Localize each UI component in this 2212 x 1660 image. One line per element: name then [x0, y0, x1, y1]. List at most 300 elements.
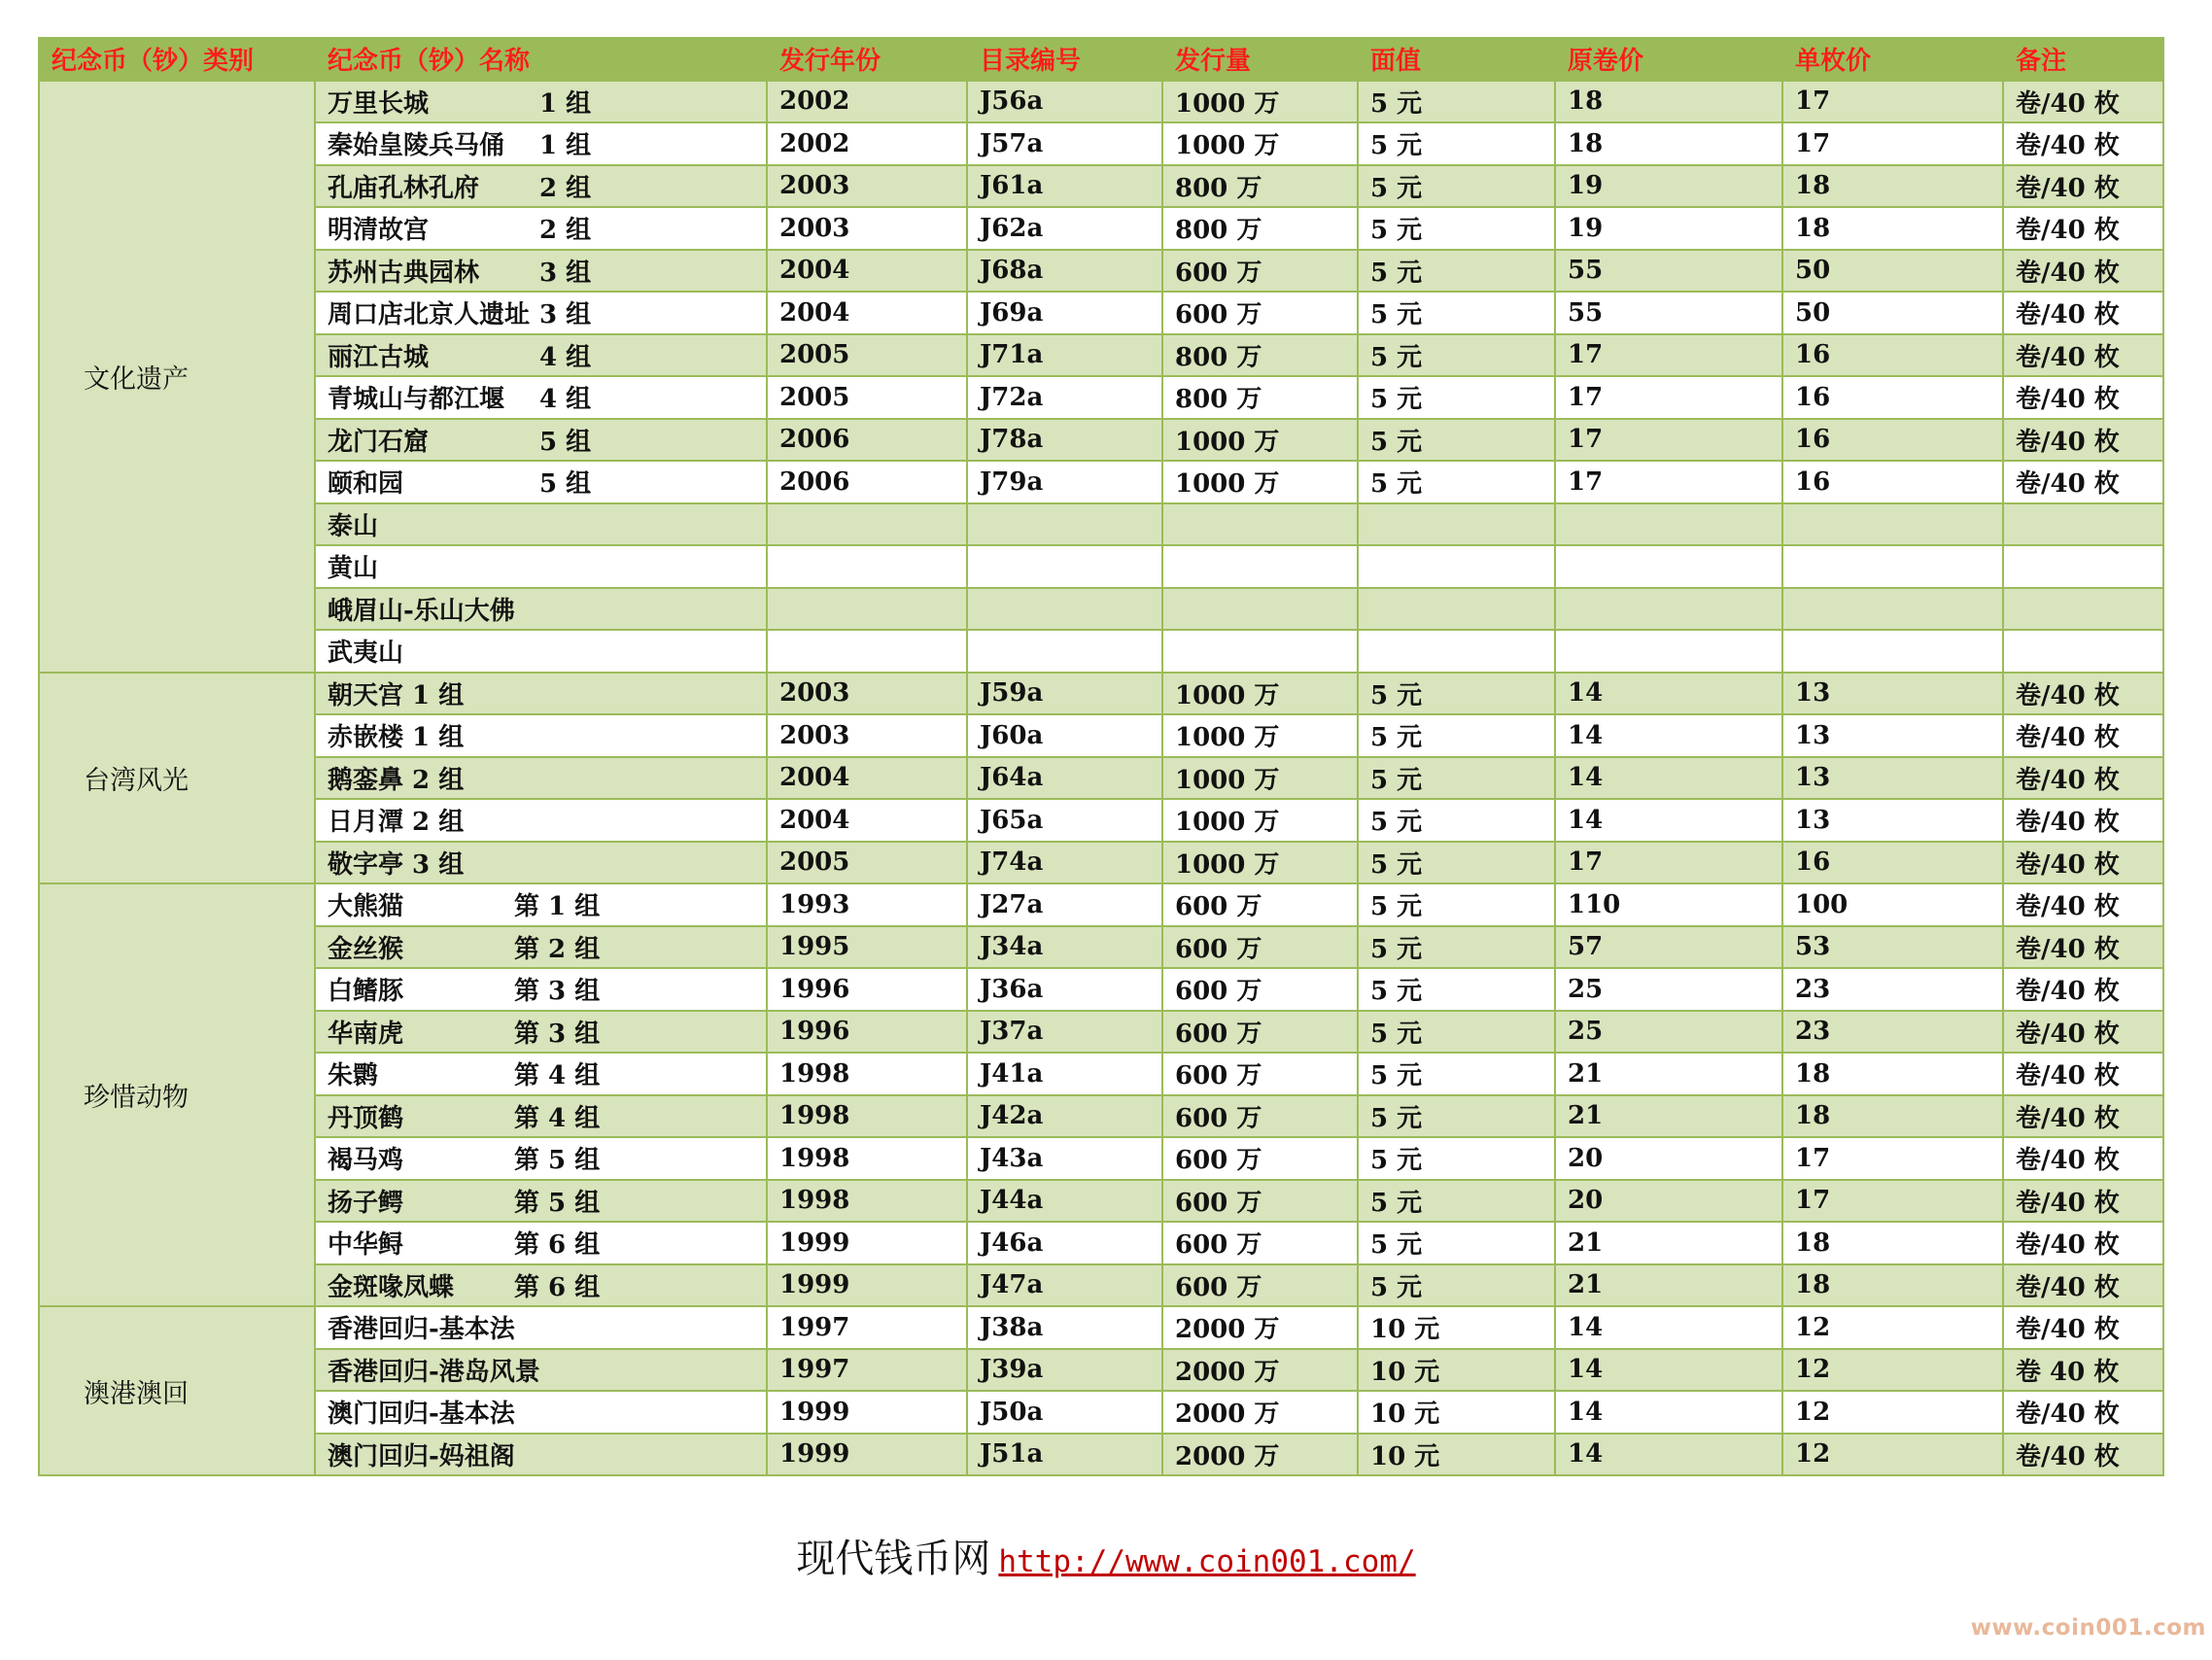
cell-face-value: 5 元 — [1358, 376, 1555, 419]
cell-quantity: 600 万 — [1162, 1264, 1358, 1307]
cell-face-value: 5 元 — [1358, 334, 1555, 377]
cell-year: 1997 — [767, 1349, 967, 1392]
cell-note: 卷/40 枚 — [2003, 926, 2163, 969]
coin-name: 明清故宫 — [328, 216, 430, 246]
cell-year — [767, 630, 967, 673]
coin-group: 3 组 — [539, 258, 592, 288]
category-cell: 珍惜动物 — [39, 883, 315, 1306]
table-body — [39, 81, 2163, 1476]
coin-name: 中华鲟 — [328, 1230, 404, 1261]
cell-quantity: 600 万 — [1162, 1222, 1358, 1264]
coin-name: 朝天宫 1 组 — [328, 680, 465, 710]
footer-url-link[interactable]: http://www.coin001.com/ — [998, 1544, 1416, 1579]
header-name: 纪念币（钞）名称 — [315, 38, 767, 81]
cell-quantity: 600 万 — [1162, 926, 1358, 969]
cell-name — [315, 250, 767, 293]
coin-group: 第 6 组 — [514, 1272, 601, 1302]
cell-roll-price: 21 — [1555, 1264, 1782, 1307]
cell-single-price: 18 — [1782, 1095, 2003, 1138]
cell-name — [315, 757, 767, 800]
cell-year: 1993 — [767, 883, 967, 926]
cell-note: 卷/40 枚 — [2003, 1434, 2163, 1476]
table-row — [39, 503, 2163, 546]
table-row — [39, 292, 2163, 334]
cell-face-value — [1358, 503, 1555, 546]
cell-year — [767, 503, 967, 546]
coin-name: 周口店北京人遗址 — [328, 300, 531, 330]
category-cell: 台湾风光 — [39, 673, 315, 884]
cell-roll-price: 25 — [1555, 1011, 1782, 1054]
coin-name: 丽江古城 — [328, 342, 430, 372]
cell-year: 2004 — [767, 799, 967, 842]
coin-name: 秦始皇陵兵马俑 — [328, 131, 505, 161]
table-row — [39, 1095, 2163, 1138]
cell-face-value: 5 元 — [1358, 799, 1555, 842]
cell-year: 1996 — [767, 1011, 967, 1054]
coin-group: 5 组 — [539, 427, 592, 457]
cell-single-price — [1782, 503, 2003, 546]
coin-name: 澳门回归-妈祖阁 — [328, 1441, 515, 1471]
coin-name: 日月潭 2 组 — [328, 808, 465, 838]
cell-quantity: 1000 万 — [1162, 461, 1358, 503]
cell-name — [315, 334, 767, 377]
cell-year: 1998 — [767, 1137, 967, 1180]
coin-name: 峨眉山-乐山大佛 — [328, 596, 515, 626]
cell-catalog-code: J60a — [967, 714, 1162, 757]
cell-single-price: 12 — [1782, 1391, 2003, 1434]
cell-year: 2005 — [767, 842, 967, 884]
cell-roll-price: 25 — [1555, 968, 1782, 1011]
cell-face-value: 10 元 — [1358, 1391, 1555, 1434]
cell-year: 1999 — [767, 1391, 967, 1434]
cell-name — [315, 1180, 767, 1223]
cell-note: 卷/40 枚 — [2003, 81, 2163, 123]
cell-note: 卷/40 枚 — [2003, 968, 2163, 1011]
table-row — [39, 1222, 2163, 1264]
cell-note: 卷/40 枚 — [2003, 1095, 2163, 1138]
table-row — [39, 1011, 2163, 1054]
cell-roll-price: 14 — [1555, 1349, 1782, 1392]
cell-note: 卷/40 枚 — [2003, 376, 2163, 419]
cell-name — [315, 926, 767, 969]
coin-group: 第 3 组 — [514, 1019, 601, 1049]
cell-quantity: 2000 万 — [1162, 1349, 1358, 1392]
cell-face-value: 5 元 — [1358, 207, 1555, 250]
cell-note: 卷/40 枚 — [2003, 1011, 2163, 1054]
cell-quantity: 800 万 — [1162, 165, 1358, 208]
cell-year: 2005 — [767, 334, 967, 377]
cell-name — [315, 376, 767, 419]
table-row — [39, 376, 2163, 419]
cell-name — [315, 81, 767, 123]
coin-group: 第 2 组 — [514, 934, 601, 964]
cell-note: 卷/40 枚 — [2003, 1180, 2163, 1223]
cell-quantity: 1000 万 — [1162, 81, 1358, 123]
cell-year: 2003 — [767, 714, 967, 757]
cell-catalog-code: J38a — [967, 1306, 1162, 1349]
cell-name — [315, 165, 767, 208]
cell-catalog-code: J78a — [967, 419, 1162, 462]
cell-quantity: 1000 万 — [1162, 673, 1358, 715]
cell-single-price: 18 — [1782, 1053, 2003, 1095]
cell-catalog-code: J34a — [967, 926, 1162, 969]
coin-name: 大熊猫 — [328, 892, 404, 922]
cell-face-value: 5 元 — [1358, 81, 1555, 123]
header-quantity: 发行量 — [1162, 38, 1358, 81]
cell-note: 卷/40 枚 — [2003, 757, 2163, 800]
cell-quantity: 1000 万 — [1162, 799, 1358, 842]
cell-face-value: 5 元 — [1358, 757, 1555, 800]
cell-name — [315, 1222, 767, 1264]
cell-quantity: 600 万 — [1162, 1011, 1358, 1054]
coin-name: 苏州古典园林 — [328, 258, 480, 288]
cell-note: 卷/40 枚 — [2003, 714, 2163, 757]
table-row — [39, 1264, 2163, 1307]
cell-quantity: 600 万 — [1162, 250, 1358, 293]
header-row — [39, 38, 2163, 81]
cell-roll-price: 17 — [1555, 334, 1782, 377]
footer-site-name: 现代钱币网 — [796, 1537, 991, 1581]
cell-name — [315, 1434, 767, 1476]
cell-catalog-code: J56a — [967, 81, 1162, 123]
coin-name: 香港回归-港岛风景 — [328, 1357, 540, 1387]
cell-catalog-code — [967, 503, 1162, 546]
cell-name — [315, 1349, 767, 1392]
cell-name — [315, 842, 767, 884]
cell-face-value: 5 元 — [1358, 673, 1555, 715]
cell-year: 1996 — [767, 968, 967, 1011]
cell-roll-price: 57 — [1555, 926, 1782, 969]
coin-group: 3 组 — [539, 300, 592, 330]
cell-name — [315, 1053, 767, 1095]
cell-face-value: 5 元 — [1358, 292, 1555, 334]
coin-name: 澳门回归-基本法 — [328, 1400, 515, 1430]
cell-catalog-code: J61a — [967, 165, 1162, 208]
cell-note: 卷/40 枚 — [2003, 799, 2163, 842]
cell-year: 1995 — [767, 926, 967, 969]
coin-name: 黄山 — [328, 554, 379, 584]
cell-catalog-code: J42a — [967, 1095, 1162, 1138]
cell-single-price: 16 — [1782, 842, 2003, 884]
cell-roll-price: 14 — [1555, 714, 1782, 757]
cell-single-price: 23 — [1782, 968, 2003, 1011]
table-row — [39, 842, 2163, 884]
cell-quantity: 600 万 — [1162, 1095, 1358, 1138]
cell-name — [315, 292, 767, 334]
coin-group: 第 4 组 — [514, 1061, 601, 1091]
cell-roll-price: 14 — [1555, 1391, 1782, 1434]
cell-roll-price — [1555, 545, 1782, 588]
cell-note — [2003, 630, 2163, 673]
table-row — [39, 334, 2163, 377]
cell-single-price: 17 — [1782, 81, 2003, 123]
cell-note: 卷/40 枚 — [2003, 292, 2163, 334]
cell-year: 2006 — [767, 461, 967, 503]
coin-name: 鹅銮鼻 2 组 — [328, 765, 465, 795]
cell-face-value: 5 元 — [1358, 1180, 1555, 1223]
cell-single-price: 50 — [1782, 292, 2003, 334]
coin-group: 1 组 — [539, 131, 592, 161]
cell-quantity: 600 万 — [1162, 1180, 1358, 1223]
cell-roll-price: 17 — [1555, 376, 1782, 419]
cell-note: 卷/40 枚 — [2003, 207, 2163, 250]
cell-year: 1999 — [767, 1264, 967, 1307]
cell-single-price: 18 — [1782, 165, 2003, 208]
coin-name: 金丝猴 — [328, 934, 404, 964]
cell-single-price: 18 — [1782, 1222, 2003, 1264]
table-row — [39, 545, 2163, 588]
coin-name: 丹顶鹤 — [328, 1103, 404, 1133]
table-row — [39, 122, 2163, 165]
cell-note: 卷/40 枚 — [2003, 1306, 2163, 1349]
cell-single-price: 13 — [1782, 714, 2003, 757]
coin-group: 4 组 — [539, 385, 592, 415]
cell-name — [315, 588, 767, 631]
cell-catalog-code: J64a — [967, 757, 1162, 800]
cell-note: 卷 40 枚 — [2003, 1349, 2163, 1392]
cell-catalog-code: J39a — [967, 1349, 1162, 1392]
cell-face-value: 5 元 — [1358, 1222, 1555, 1264]
header-note: 备注 — [2003, 38, 2163, 81]
cell-roll-price: 21 — [1555, 1053, 1782, 1095]
cell-year: 2002 — [767, 122, 967, 165]
cell-quantity: 1000 万 — [1162, 122, 1358, 165]
cell-roll-price: 18 — [1555, 81, 1782, 123]
cell-name — [315, 461, 767, 503]
coin-group: 5 组 — [539, 469, 592, 500]
cell-name — [315, 122, 767, 165]
cell-single-price: 17 — [1782, 1137, 2003, 1180]
cell-catalog-code: J46a — [967, 1222, 1162, 1264]
cell-single-price: 23 — [1782, 1011, 2003, 1054]
cell-roll-price — [1555, 630, 1782, 673]
cell-roll-price: 17 — [1555, 842, 1782, 884]
header-catalog-code: 目录编号 — [967, 38, 1162, 81]
cell-catalog-code: J69a — [967, 292, 1162, 334]
cell-quantity: 1000 万 — [1162, 714, 1358, 757]
cell-face-value: 5 元 — [1358, 165, 1555, 208]
cell-quantity: 2000 万 — [1162, 1306, 1358, 1349]
cell-name — [315, 630, 767, 673]
cell-note: 卷/40 枚 — [2003, 250, 2163, 293]
table-row — [39, 207, 2163, 250]
cell-name — [315, 1095, 767, 1138]
cell-year: 2003 — [767, 207, 967, 250]
cell-catalog-code: J79a — [967, 461, 1162, 503]
cell-year: 1998 — [767, 1095, 967, 1138]
coin-name: 敬字亭 3 组 — [328, 849, 465, 880]
coin-name: 孔庙孔林孔府 — [328, 173, 480, 203]
cell-roll-price: 21 — [1555, 1222, 1782, 1264]
cell-single-price: 18 — [1782, 207, 2003, 250]
cell-catalog-code — [967, 545, 1162, 588]
table-row — [39, 883, 2163, 926]
coin-name: 褐马鸡 — [328, 1146, 404, 1176]
coin-name: 龙门石窟 — [328, 427, 430, 457]
cell-face-value: 5 元 — [1358, 1053, 1555, 1095]
table-row — [39, 1180, 2163, 1223]
cell-quantity: 600 万 — [1162, 968, 1358, 1011]
coin-name: 颐和园 — [328, 469, 404, 500]
cell-note: 卷/40 枚 — [2003, 419, 2163, 462]
cell-year — [767, 588, 967, 631]
cell-name — [315, 1137, 767, 1180]
cell-catalog-code: J50a — [967, 1391, 1162, 1434]
coin-name: 赤嵌楼 1 组 — [328, 723, 465, 753]
cell-single-price: 16 — [1782, 376, 2003, 419]
cell-roll-price: 18 — [1555, 122, 1782, 165]
cell-quantity: 800 万 — [1162, 334, 1358, 377]
cell-catalog-code — [967, 588, 1162, 631]
cell-face-value: 5 元 — [1358, 1264, 1555, 1307]
cell-name — [315, 883, 767, 926]
cell-face-value: 10 元 — [1358, 1306, 1555, 1349]
footer — [0, 1528, 2212, 1583]
cell-year: 2002 — [767, 81, 967, 123]
cell-roll-price: 20 — [1555, 1180, 1782, 1223]
header-single-price: 单枚价 — [1782, 38, 2003, 81]
cell-single-price — [1782, 588, 2003, 631]
table-row — [39, 926, 2163, 969]
cell-note: 卷/40 枚 — [2003, 1053, 2163, 1095]
cell-roll-price: 14 — [1555, 757, 1782, 800]
cell-single-price: 13 — [1782, 757, 2003, 800]
table-row — [39, 1349, 2163, 1392]
cell-name — [315, 673, 767, 715]
coin-name: 武夷山 — [328, 639, 404, 669]
table-row — [39, 1306, 2163, 1349]
cell-year: 2003 — [767, 673, 967, 715]
cell-quantity: 600 万 — [1162, 1053, 1358, 1095]
cell-quantity: 1000 万 — [1162, 419, 1358, 462]
cell-note: 卷/40 枚 — [2003, 165, 2163, 208]
table-row — [39, 165, 2163, 208]
cell-face-value: 5 元 — [1358, 842, 1555, 884]
cell-quantity — [1162, 588, 1358, 631]
coin-name: 金斑喙凤蝶 — [328, 1272, 455, 1302]
table-row — [39, 1434, 2163, 1476]
cell-face-value — [1358, 588, 1555, 631]
cell-quantity — [1162, 630, 1358, 673]
watermark-logo: www.coin001.com — [1970, 1615, 2206, 1641]
category-cell: 澳港澳回 — [39, 1306, 315, 1475]
table-row — [39, 673, 2163, 715]
cell-note: 卷/40 枚 — [2003, 461, 2163, 503]
coin-group: 2 组 — [539, 216, 592, 246]
cell-catalog-code: J68a — [967, 250, 1162, 293]
cell-face-value — [1358, 630, 1555, 673]
cell-name — [315, 968, 767, 1011]
coin-price-table — [38, 37, 2164, 1476]
cell-single-price: 16 — [1782, 461, 2003, 503]
cell-roll-price: 19 — [1555, 207, 1782, 250]
cell-face-value: 5 元 — [1358, 926, 1555, 969]
coin-group: 2 组 — [539, 173, 592, 203]
cell-quantity: 600 万 — [1162, 292, 1358, 334]
cell-name — [315, 1011, 767, 1054]
cell-catalog-code: J27a — [967, 883, 1162, 926]
cell-year: 1998 — [767, 1180, 967, 1223]
cell-single-price: 13 — [1782, 673, 2003, 715]
cell-note — [2003, 588, 2163, 631]
cell-note: 卷/40 枚 — [2003, 673, 2163, 715]
cell-year: 1997 — [767, 1306, 967, 1349]
cell-roll-price: 21 — [1555, 1095, 1782, 1138]
coin-name: 华南虎 — [328, 1019, 404, 1049]
cell-note: 卷/40 枚 — [2003, 1222, 2163, 1264]
cell-single-price — [1782, 630, 2003, 673]
cell-roll-price: 14 — [1555, 1434, 1782, 1476]
coin-name: 香港回归-基本法 — [328, 1315, 515, 1345]
cell-roll-price: 14 — [1555, 1306, 1782, 1349]
cell-single-price: 16 — [1782, 419, 2003, 462]
coin-group: 1 组 — [539, 88, 592, 119]
table-row — [39, 1391, 2163, 1434]
cell-face-value — [1358, 545, 1555, 588]
cell-single-price: 16 — [1782, 334, 2003, 377]
cell-note: 卷/40 枚 — [2003, 334, 2163, 377]
cell-note: 卷/40 枚 — [2003, 1391, 2163, 1434]
cell-year: 1999 — [767, 1222, 967, 1264]
cell-quantity — [1162, 503, 1358, 546]
cell-quantity: 2000 万 — [1162, 1434, 1358, 1476]
cell-year: 1999 — [767, 1434, 967, 1476]
coin-group: 第 3 组 — [514, 977, 601, 1007]
coin-group: 第 6 组 — [514, 1230, 601, 1261]
cell-single-price — [1782, 545, 2003, 588]
cell-catalog-code: J71a — [967, 334, 1162, 377]
cell-catalog-code: J36a — [967, 968, 1162, 1011]
cell-face-value: 5 元 — [1358, 122, 1555, 165]
coin-group: 第 5 组 — [514, 1146, 601, 1176]
coin-name: 白鳍豚 — [328, 977, 404, 1007]
table-row — [39, 714, 2163, 757]
cell-year: 2004 — [767, 250, 967, 293]
cell-single-price: 12 — [1782, 1306, 2003, 1349]
cell-single-price: 100 — [1782, 883, 2003, 926]
cell-catalog-code: J74a — [967, 842, 1162, 884]
header-face-value: 面值 — [1358, 38, 1555, 81]
cell-quantity: 600 万 — [1162, 1137, 1358, 1180]
cell-face-value: 5 元 — [1358, 461, 1555, 503]
cell-year — [767, 545, 967, 588]
cell-year: 2006 — [767, 419, 967, 462]
cell-catalog-code: J57a — [967, 122, 1162, 165]
cell-quantity: 800 万 — [1162, 207, 1358, 250]
table-row — [39, 250, 2163, 293]
cell-face-value: 5 元 — [1358, 714, 1555, 757]
cell-quantity: 600 万 — [1162, 883, 1358, 926]
cell-quantity: 2000 万 — [1162, 1391, 1358, 1434]
cell-name — [315, 1264, 767, 1307]
cell-roll-price — [1555, 588, 1782, 631]
coin-name: 朱鹮 — [328, 1061, 379, 1091]
cell-quantity: 800 万 — [1162, 376, 1358, 419]
cell-roll-price: 14 — [1555, 673, 1782, 715]
cell-face-value: 10 元 — [1358, 1349, 1555, 1392]
table-row — [39, 799, 2163, 842]
cell-roll-price: 19 — [1555, 165, 1782, 208]
table-row — [39, 1053, 2163, 1095]
cell-roll-price: 55 — [1555, 292, 1782, 334]
cell-face-value: 5 元 — [1358, 968, 1555, 1011]
cell-roll-price: 14 — [1555, 799, 1782, 842]
cell-roll-price: 17 — [1555, 419, 1782, 462]
cell-face-value: 5 元 — [1358, 250, 1555, 293]
table-row — [39, 630, 2163, 673]
header-category: 纪念币（钞）类别 — [39, 38, 315, 81]
cell-name — [315, 419, 767, 462]
